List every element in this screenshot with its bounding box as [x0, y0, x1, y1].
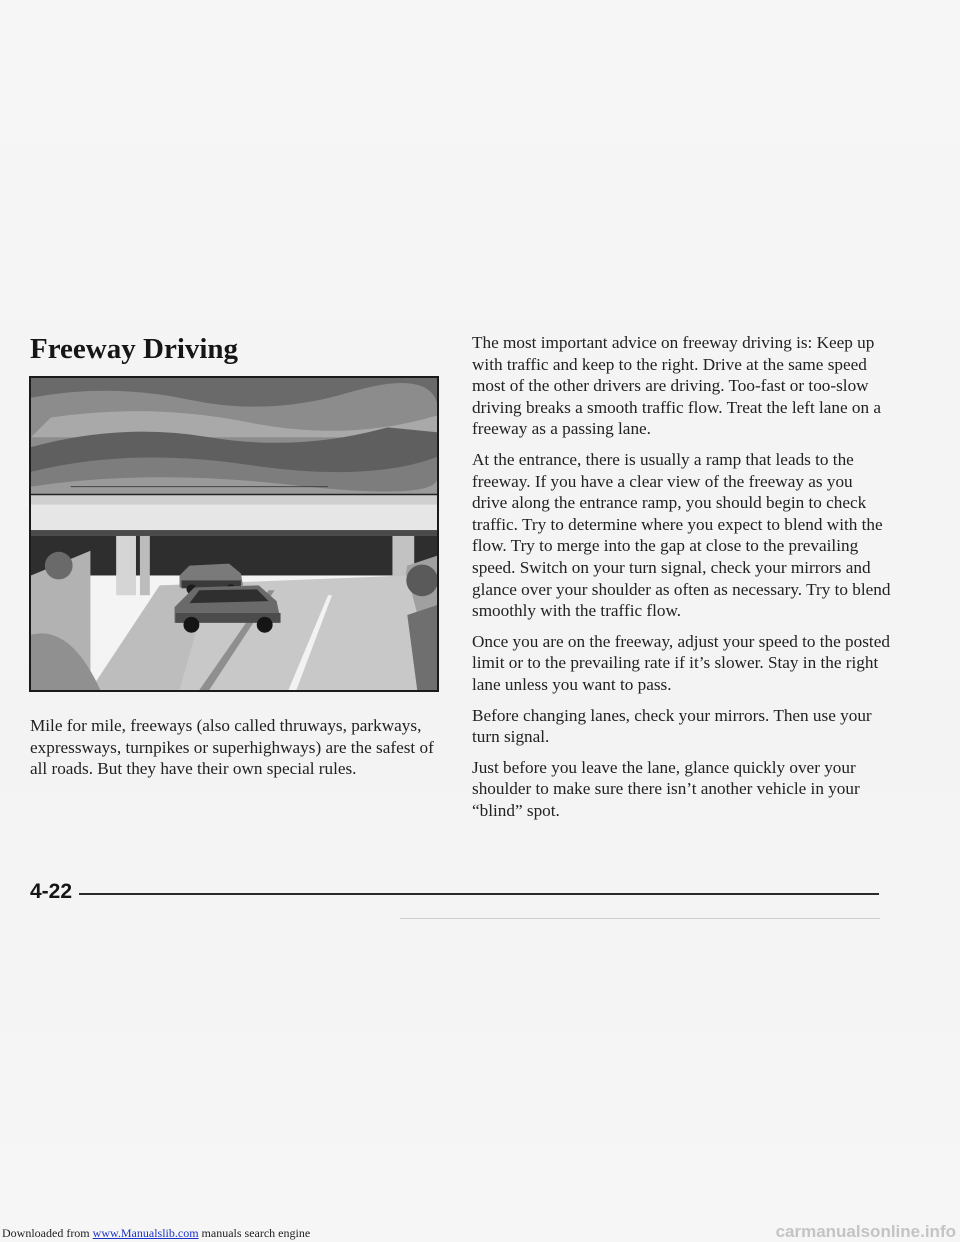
body-paragraph-4: Before changing lanes, check your mirrors. Then use your turn signal.: [472, 705, 872, 747]
page-number: 4-22: [30, 880, 73, 903]
footer-rule-shadow: [400, 918, 880, 919]
footer-rule: [79, 893, 879, 895]
freeway-illustration: [29, 376, 439, 692]
download-suffix: manuals search engine: [198, 1226, 311, 1240]
page-title: Freeway Driving: [30, 333, 239, 365]
intro-paragraph: Mile for mile, freeways (also called thruways, parkways, expressways, turnpikes or superhighways) are the safest of all roads. But they have their own special rules.: [30, 716, 434, 779]
freeway-overpass-drawing: [31, 378, 437, 690]
body-paragraph-3: Once you are on the freeway, adjust your speed to the posted limit or to the prevailing rate if it’s slower. Stay in the right lane unless you want to pass.: [472, 631, 890, 694]
manualslib-link[interactable]: www.Manualslib.com: [92, 1226, 199, 1240]
download-prefix: Downloaded from: [2, 1226, 93, 1240]
body-paragraph-1: The most important advice on freeway driving is: Keep up with traffic and keep to the right. Drive at the same speed most of the other drivers are driving. Too-fast or too-slow driving breaks a smooth traffic flow. Treat the left lane on a freeway as a passing lane.: [472, 333, 882, 439]
body-paragraph-2: At the entrance, there is usually a ramp that leads to the freeway. If you have a clear view of the freeway as you drive along the entrance ramp, you should begin to check traffic. Try to determine where you expect to blend with the flow. Try to merge into the gap at close to the prevailing speed. Switch on your turn signal, check your mirrors and glance over your shoulder as often as necessary. Try to blend smoothly with the traffic flow.: [472, 449, 891, 621]
body-paragraph-5: Just before you leave the lane, glance quickly over your shoulder to make sure there isn’t another vehicle in your “blind” spot.: [472, 757, 860, 820]
site-watermark: carmanualsonline.info: [775, 1222, 956, 1241]
body-text-column: [472, 332, 892, 830]
download-attribution: [2, 1226, 310, 1241]
